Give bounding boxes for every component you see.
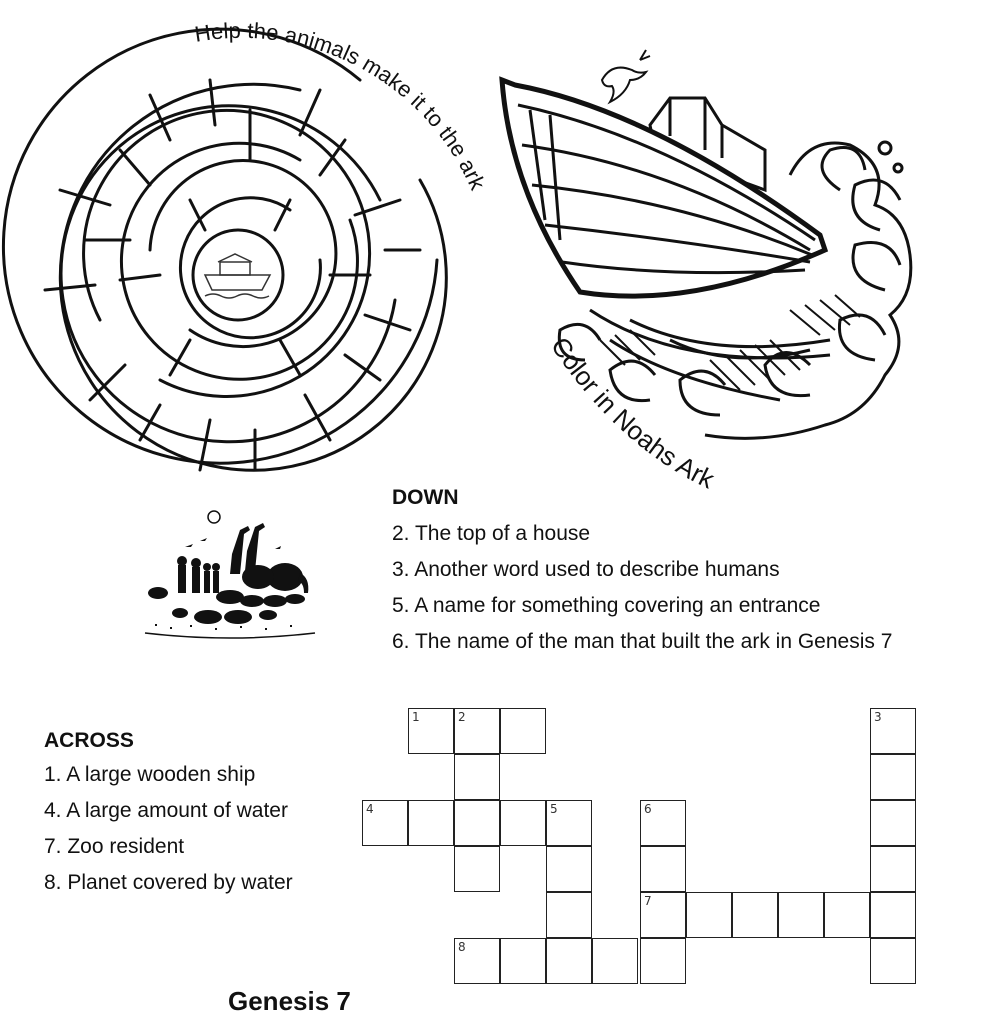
crossword-cell[interactable] [500, 800, 546, 846]
crossword-cell[interactable] [640, 938, 686, 984]
crossword-cell[interactable] [546, 846, 592, 892]
across-heading: ACROSS [44, 729, 134, 752]
ark-coloring-picture [490, 40, 970, 520]
page-title: Genesis 7 [228, 986, 351, 1016]
across-clue: 7. Zoo resident [44, 835, 185, 858]
ark-caption: Color in Noahs Ark [545, 331, 720, 495]
crossword-cell[interactable] [454, 938, 500, 984]
clue-number: 4 [366, 802, 374, 816]
across-clue: 1. A large wooden ship [44, 763, 256, 786]
crossword-cell[interactable] [454, 708, 500, 754]
crossword-cell[interactable] [546, 800, 592, 846]
sun-icon [208, 511, 220, 523]
crossword-cell[interactable] [732, 892, 778, 938]
down-clues [392, 486, 892, 660]
crossword-cell[interactable] [640, 846, 686, 892]
crossword-cell[interactable] [824, 892, 870, 938]
crossword-cell[interactable] [870, 892, 916, 938]
maze-center-ark-icon [205, 254, 270, 298]
circular-maze[interactable] [0, 0, 500, 500]
crossword-cell[interactable] [870, 708, 916, 754]
crossword-cell[interactable] [870, 846, 916, 892]
clue-number: 6 [644, 802, 652, 816]
crossword-cell[interactable] [408, 708, 454, 754]
animals-silhouette-picture [140, 505, 320, 650]
crossword-cell[interactable] [454, 800, 500, 846]
crossword-cell[interactable] [500, 708, 546, 754]
maze-ring-outer [3, 29, 437, 463]
crossword-cell[interactable] [640, 892, 686, 938]
across-clue: 8. Planet covered by water [44, 871, 293, 894]
dove-icon [602, 50, 650, 102]
crossword-cell[interactable] [454, 846, 500, 892]
maze-ring-4 [84, 110, 370, 396]
down-clue: 5. A name for something covering an entrance [392, 594, 821, 617]
crossword-cell[interactable] [640, 800, 686, 846]
crossword-cell[interactable] [870, 800, 916, 846]
across-clue: 4. A large amount of water [44, 799, 288, 822]
clue-number: 8 [458, 940, 466, 954]
clue-number: 5 [550, 802, 558, 816]
clue-number: 3 [874, 710, 882, 724]
down-clue: 2. The top of a house [392, 522, 591, 545]
crossword-cell[interactable] [870, 754, 916, 800]
clue-number: 7 [644, 894, 652, 908]
clue-number: 1 [412, 710, 420, 724]
crossword-cell[interactable] [546, 892, 592, 938]
crossword-cell[interactable] [362, 800, 408, 846]
crossword-cell[interactable] [454, 754, 500, 800]
person-icon [178, 565, 186, 593]
down-clue: 6. The name of the man that built the ark in Genesis 7 [392, 630, 893, 653]
crossword-cell[interactable] [500, 938, 546, 984]
down-clue: 3. Another word used to describe humans [392, 558, 780, 581]
clue-number: 2 [458, 710, 466, 724]
maze-ring-2 [60, 84, 446, 470]
crossword-cell[interactable] [408, 800, 454, 846]
crossword-cell[interactable] [592, 938, 638, 984]
down-heading: DOWN [392, 486, 459, 509]
maze-caption: Help the animals make it to the ark [192, 17, 491, 194]
crossword-cell[interactable] [686, 892, 732, 938]
crossword-cell[interactable] [870, 938, 916, 984]
ark-icon [502, 80, 825, 296]
across-clues [44, 729, 293, 901]
crossword-cell[interactable] [778, 892, 824, 938]
crossword-cell[interactable] [546, 938, 592, 984]
